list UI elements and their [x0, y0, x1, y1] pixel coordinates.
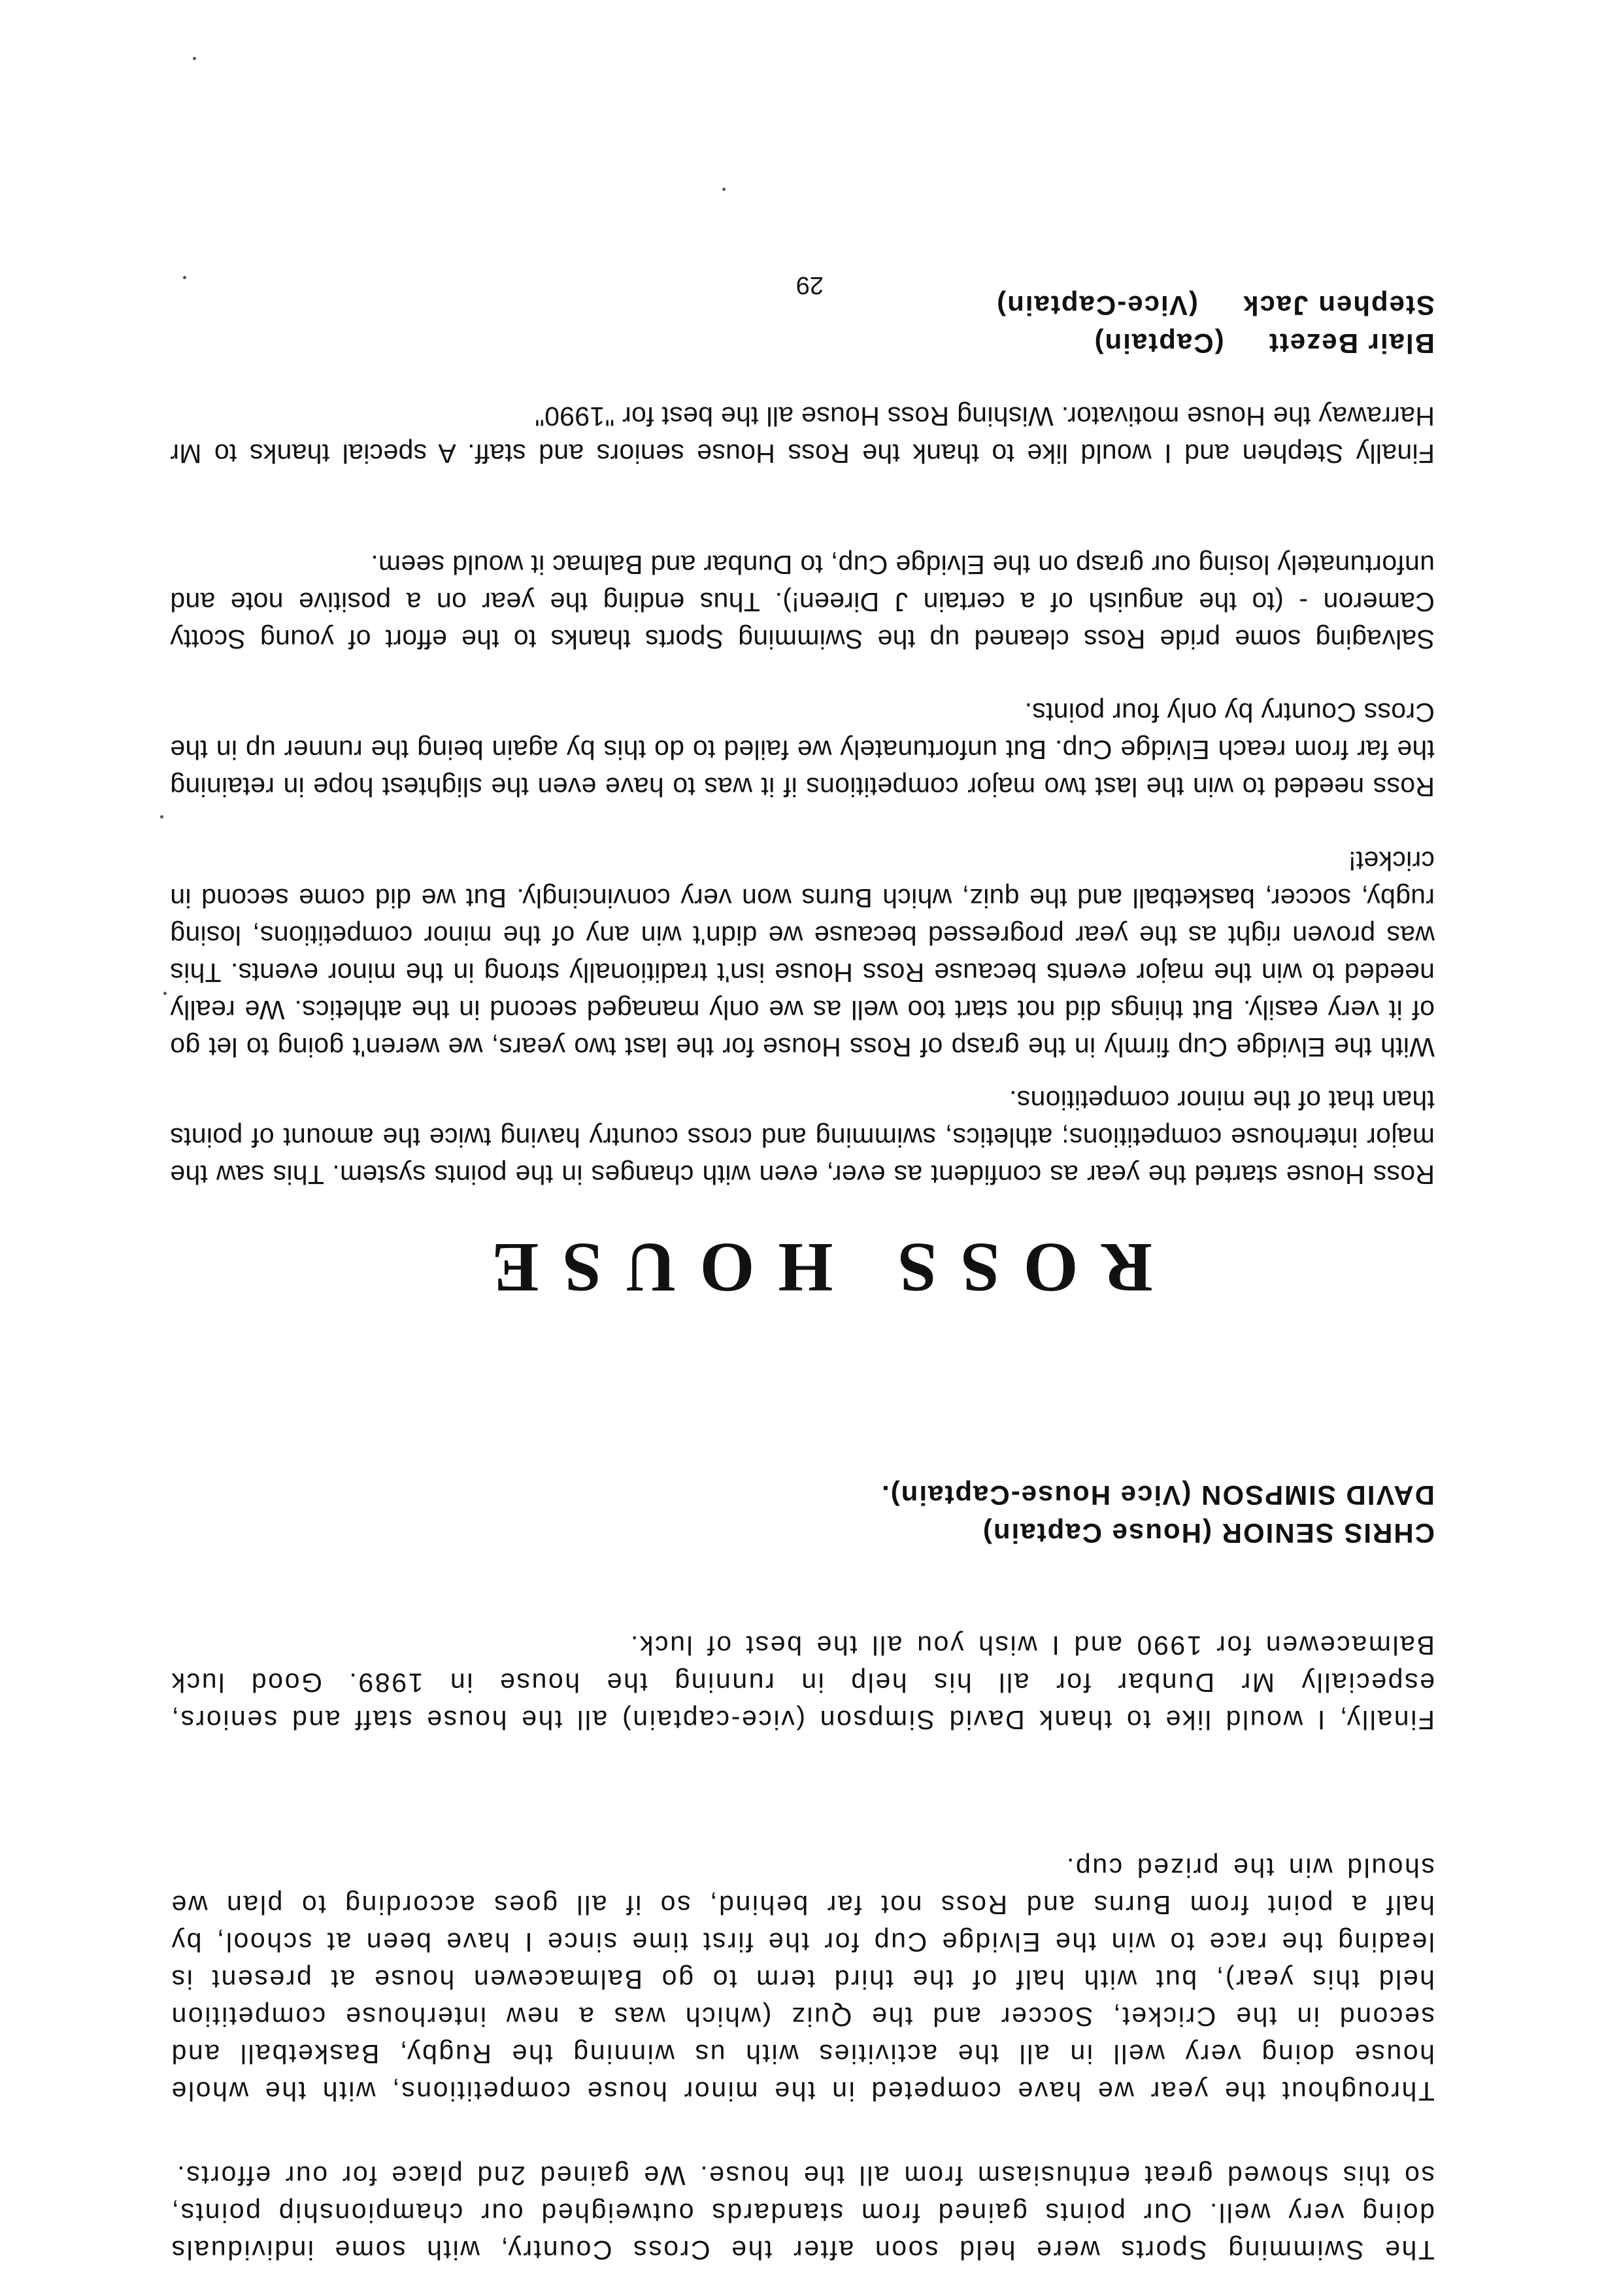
signature-captain: [781, 324, 1435, 362]
signature-vice-captain: [781, 286, 1435, 324]
signature-role: (Vice-Captain): [995, 290, 1198, 321]
scan-speck: [163, 992, 167, 995]
ross-house-signatures: [781, 286, 1435, 362]
balmacewen-signatures: [170, 1476, 1435, 1552]
ross-house-paragraph-elvidge-cup: With the Elvidge Cup firmly in the grasp of Ross House for the last two years, we weren't going to let go of it very easily. But things did not start too well as we only managed second in the athletics. We really needed to win the major events because Ross House isn't traditionally strong in the minor events. This was proven right as the year progressed because we didn't win any of the minor competitions, losing rugby, soccer, basketball and the quiz, which Burns won very convincingly. But we did come second in cricket!: [170, 846, 1435, 1062]
ross-house-paragraph-thanks: Finally Stephen and I would like to thank the Ross House seniors and staff. A special thanks to Mr Harraway the House motivator. Wishing Ross House all the best for "1990": [170, 401, 1435, 469]
scan-speck: [193, 57, 196, 60]
scan-speck: [722, 188, 726, 191]
page-number: 29: [795, 271, 824, 299]
ross-house-paragraph-swimming-sports: Salvaging some pride Ross cleaned up the Swimming Sports thanks to the effort of young Scotty Cameron - (to the anguish of a certain J Direen!). Thus ending the year on a positive note and unfortunately losing our grasp on the Elvidge Cup, to Dunbar and Balmac it would seem.: [170, 550, 1435, 654]
ross-house-title: ROSS HOUSE: [468, 1228, 1153, 1306]
ross-house-paragraph-points-system: Ross House started the year as confident as ever, even with changes in the points system. This saw the major interhouse competitions; athletics, swimming and cross country having twice the amount of points than that of the minor competitions.: [170, 1085, 1435, 1190]
signature-vice-house-captain: DAVID SIMPSON (Vice House-Captain).: [880, 1480, 1435, 1511]
signature-name: Stephen Jack: [1242, 290, 1435, 321]
signature-name: Blair Bezett: [1267, 328, 1435, 359]
signature-role: (Captain): [1093, 328, 1224, 359]
ross-house-paragraph-major-competitions: Ross needed to win the last two major competitions if it was to have even the slightest hope in retaining the far from reach Elvidge Cup. But unfortunately we failed to do this by again being the runner up in the Cross Country by only four points.: [170, 698, 1435, 802]
scan-speck: [183, 276, 186, 279]
balmacewen-paragraph-thanks: Finally, I would like to thank David Simpson (vice-captain) all the house staff and seniors, especially Mr Dunbar for all his help in running the house in 1989. Good luck Balmacewen for 1990 and I wish you all the best of luck.: [170, 1630, 1435, 1735]
scan-speck: [160, 815, 163, 819]
balmacewen-paragraph-competitions: Throughout the year we have competed in the minor house competitions, with the whole house doing very well in all the activities with us winning the Rugby, Basketball and second in the Cricket, Soccer and the Quiz (which was a new interhouse competition held this year), but with half of the third term to go Balmacewen house at present is leading the race to win the Elvidge Cup for the first time since I have been at school, by half a point from Burns and Ross not far behind, so if all goes according to plan we should win the prized cup.: [170, 1853, 1435, 2106]
swimming-sports-paragraph: The Swimming Sports were held soon after the Cross Country, with some individuals doing very well. Our points gained from standards outweighed our championship points, so this showed great enthusiasm from all the house. We gained 2nd place for our efforts.: [170, 2161, 1435, 2265]
signature-house-captain: CHRIS SENIOR (House Captain): [981, 1518, 1435, 1549]
